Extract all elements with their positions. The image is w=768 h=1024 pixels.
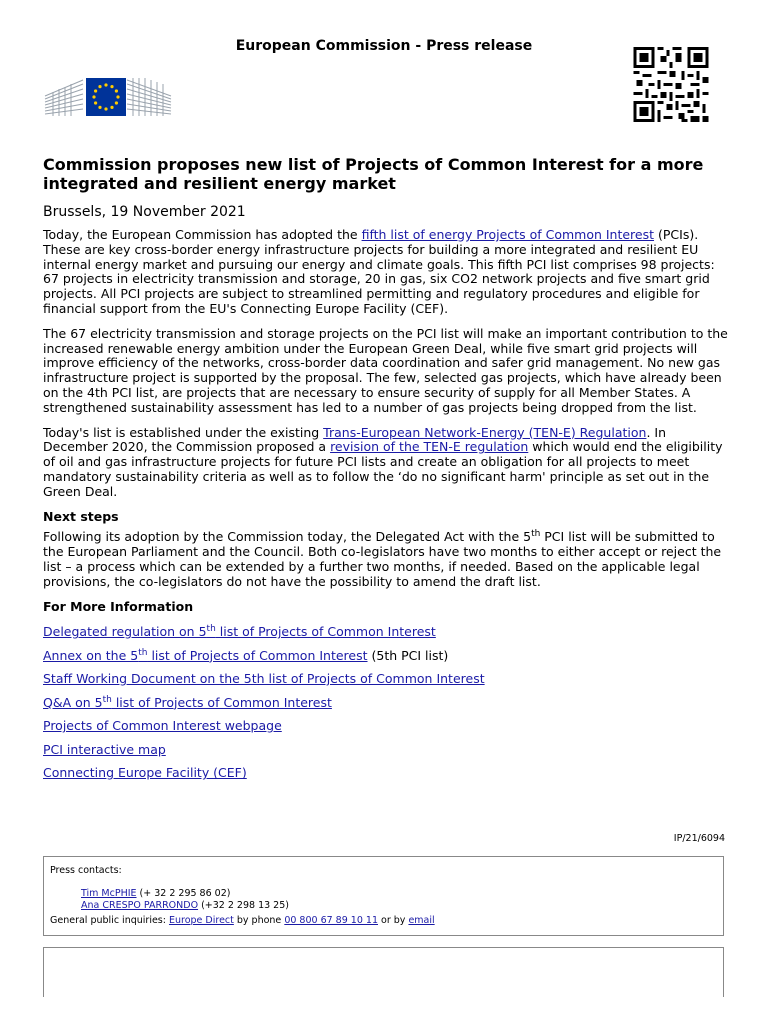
text: Annex on the 5 — [43, 647, 139, 663]
text: Today's list is established under the existing — [43, 424, 324, 440]
qr-code[interactable] — [632, 47, 710, 122]
link-qa[interactable] — [43, 695, 332, 710]
paragraph-next-steps — [43, 530, 733, 589]
link-staff-working-document[interactable]: Staff Working Document on the 5th list of Projects of Common Interest — [43, 671, 485, 687]
contact-row — [50, 900, 723, 912]
heading-more-info: For More Information — [43, 598, 194, 614]
empty-info-box — [43, 947, 724, 997]
contact-row — [50, 888, 723, 900]
contact-phone: (+32 2 298 13 25) — [198, 900, 289, 911]
general-inquiries — [50, 915, 723, 927]
text: by phone — [233, 915, 285, 926]
european-commission-logo — [43, 72, 173, 118]
paragraph-intro — [43, 228, 733, 317]
more-info-links — [43, 624, 733, 781]
text: list of Projects of Common Interest — [215, 624, 436, 640]
text: PCI list will be submitted to the European Parliament and the Council. Both co-legislators have two months to either accept or reject the list – a process which can be extended by a further two months, if needed. Based on the applicable legal provisions, the co-legislators do not have the possibility to amend the draft list. — [43, 529, 722, 589]
contact-name-link[interactable]: Ana CRESPO PARRONDO — [81, 900, 199, 911]
contact-phone: (+ 32 2 295 86 02) — [136, 888, 231, 899]
superscript: th — [206, 624, 216, 635]
dateline: Brussels, 19 November 2021 — [43, 204, 246, 220]
link-phone-number[interactable]: 00 800 67 89 10 11 — [284, 915, 378, 926]
text: list of Projects of Common Interest — [111, 694, 332, 710]
list-item — [43, 718, 733, 734]
text: . In December 2020, the Commission proposed a — [43, 424, 666, 455]
text: or by — [378, 915, 409, 926]
text: list of Projects of Common Interest — [147, 647, 368, 663]
text: Today, the European Commission has adopted the — [43, 227, 362, 242]
link-email[interactable]: email — [408, 915, 435, 926]
press-release-header: European Commission - Press release — [235, 38, 533, 54]
list-item — [43, 671, 733, 687]
article-body — [43, 228, 733, 789]
superscript: th — [138, 647, 148, 658]
link-delegated-regulation[interactable] — [43, 624, 436, 639]
link-pci-webpage[interactable]: Projects of Common Interest webpage — [43, 718, 282, 734]
superscript: th — [531, 529, 541, 540]
superscript: th — [102, 694, 112, 705]
link-ten-e-regulation[interactable]: Trans-European Network-Energy (TEN-E) Regulation — [323, 424, 647, 440]
link-ten-e-revision[interactable]: revision of the TEN-E regulation — [330, 439, 529, 455]
link-europe-direct[interactable]: Europe Direct — [168, 915, 234, 926]
link-fifth-pci-list[interactable]: fifth list of energy Projects of Common Interest — [361, 227, 655, 242]
link-pci-map[interactable]: PCI interactive map — [43, 741, 166, 757]
text: Following its adoption by the Commission today, the Delegated Act with the 5 — [43, 529, 532, 545]
list-item — [43, 695, 733, 711]
list-item — [43, 765, 733, 781]
headline: Commission proposes new list of Projects of Common Interest for a more integrated and resilient energy market — [43, 155, 704, 193]
text: Delegated regulation on 5 — [43, 624, 207, 640]
link-annex[interactable] — [43, 648, 368, 663]
heading-next-steps: Next steps — [43, 508, 119, 524]
paragraph-electricity: The 67 electricity transmission and storage projects on the PCI list will make an important contribution to the increased renewable energy ambition under the European Green Deal, while five smart grid projects will improve efficiency of the networks, cross-border data coordination and safer grid management. No new gas infrastructure project is supported by the proposal. The few, selected gas projects, which have already been on the 4th PCI list, are projects that are necessary to ensure security of supply for all Member States. A strengthened sustainability assessment has led to a number of gas projects being dropped from the list. — [43, 325, 728, 415]
text: which would end the eligibility of oil and gas infrastructure projects for future PCI lists and create an obligation for all projects to meet mandatory sustainability criteria as well as to follow the ‘do no significant harm' principle as set out in the Green Deal. — [43, 439, 723, 499]
text: General public inquiries: — [50, 915, 169, 926]
list-item — [43, 648, 733, 664]
text: (5th PCI list) — [367, 647, 449, 663]
press-contacts-box — [43, 856, 724, 936]
press-contacts-label: Press contacts: — [50, 865, 122, 876]
list-item — [43, 742, 733, 758]
text: Q&A on 5 — [43, 694, 103, 710]
contact-name-link[interactable]: Tim McPHIE — [81, 888, 137, 899]
reference-number: IP/21/6094 — [673, 833, 725, 844]
list-item — [43, 624, 733, 640]
paragraph-ten-e — [43, 426, 733, 500]
link-cef[interactable]: Connecting Europe Facility (CEF) — [43, 765, 247, 781]
text: (PCIs). These are key cross-border energy infrastructure projects for building a more integrated and resilient EU internal energy market and pursuing our energy and climate goals. This fifth PCI list comprises 98 projects: 67 projects in electricity transmission and storage, 20 in gas, six CO2 network projects and five smart grid projects. All PCI projects are subject to streamlined permitting and regulatory procedures and eligible for financial support from the EU's Connecting Europe Facility (CEF). — [43, 227, 715, 316]
